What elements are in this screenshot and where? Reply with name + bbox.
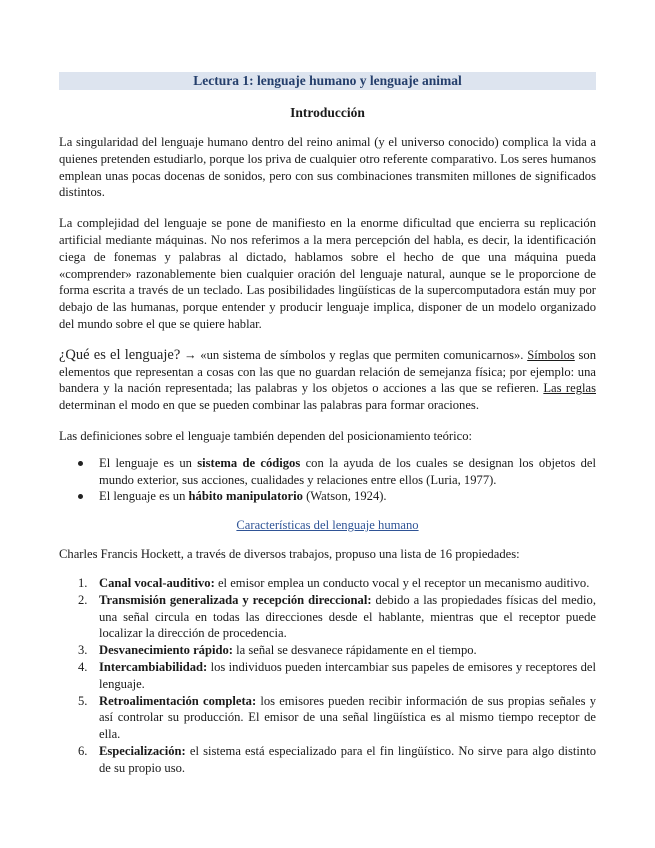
paragraph-singularidad: La singularidad del lenguaje humano dentro del reino animal (y el universo conocido) complica la vida a quienes pretenden estudiarlo, porque los priva de cualquier otro referente comparativo. Los seres humanos emplean unas pocas docenas de sonidos, pero con sus combinaciones transmiten millones de significados distintos.: [59, 135, 596, 200]
list-item: El lenguaje es un sistema de códigos con la ayuda de los cuales se designan los objetos del mundo exterior, sus acciones, cualidades y relaciones entre ellos (Luria, 1977).: [99, 455, 596, 489]
section-heading-caracteristicas[interactable]: Características del lenguaje humano: [236, 518, 419, 533]
definition-text: «un sistema de símbolos y reglas que permiten comunicarnos».: [200, 347, 524, 362]
definitions-list: [59, 455, 596, 505]
bold-term: sistema de códigos: [197, 455, 301, 470]
term-reglas: Las reglas: [543, 381, 597, 396]
paragraph-que-es-lenguaje: [59, 347, 596, 414]
paragraph-definiciones: Las definiciones sobre el lenguaje también dependen del posicionamiento teórico:: [59, 428, 473, 443]
paragraph-hockett: Charles Francis Hockett, a través de diversos trabajos, propuso una lista de 16 propiedades:: [59, 547, 520, 562]
list-item: 4. Intercambiabilidad: los individuos pueden intercambiar sus papeles de emisores y receptores del lenguaje.: [78, 659, 596, 691]
list-item: 2. Transmisión generalizada y recepción direccional: debido a las propiedades físicas del medio, una señal circula en todas las direcciones desde el hablante, mientras que el receptor puede localizar la dirección de procedencia.: [78, 592, 596, 641]
bold-term: hábito manipulatorio: [188, 489, 303, 504]
arrow-glyph: →: [180, 347, 201, 362]
list-item: 6. Especialización: el sistema está especializado para el fin lingüístico. No sirve para algo distinto de su propio uso.: [78, 743, 596, 775]
list-item: 5. Retroalimentación completa: los emisores pueden recibir información de sus propias señales y así controlar su producción. El emisor de una señal lingüística es al mismo tiempo receptor de ella.: [78, 693, 596, 742]
list-item: El lenguaje es un hábito manipulatorio (Watson, 1924).: [99, 488, 596, 505]
list-item: 3. Desvanecimiento rápido: la señal se desvanece rápidamente en el tiempo.: [78, 643, 477, 658]
paragraph-complejidad: La complejidad del lenguaje se pone de manifiesto en la enorme dificultad que encierra su replicación artificial mediante máquinas. No nos referimos a la mera percepción del habla, es decir, la identificación ciega de fonemas y palabras al dictado, hablamos sobre el hecho de que una máquina pueda «comprender» razonablemente bien cualquier oración del lenguaje natural, aunque se le proporcione de forma escrita a través de un teclado. Las posibilidades lingüísticas de la supercomputadora están muy por debajo de las humanas, porque entender y producir lenguaje implica, disponer de un modelo organizado del mundo sobre el que se quiere hablar.: [59, 216, 596, 331]
question-text: ¿Qué es el lenguaje?: [59, 346, 181, 363]
list-item: 1. Canal vocal-auditivo: el emisor emplea un conducto vocal y el receptor un mecanismo auditivo.: [78, 575, 590, 590]
term-simbolos: Símbolos: [527, 347, 575, 362]
document-title: Lectura 1: lenguaje humano y lenguaje animal: [59, 72, 596, 90]
simbolos-explanation: son elementos que representan a cosas con las que no guardan relación de semejanza física; por ejemplo: una bandera y la nación representada; las palabras y los objetos o acciones a las que se refieren.: [59, 347, 596, 396]
bullet-icon: [78, 494, 83, 499]
reglas-explanation: determinan el modo en que se pueden combinar las palabras para formar oraciones.: [59, 398, 479, 413]
bullet-icon: [78, 461, 83, 466]
document-body: [59, 72, 596, 777]
properties-list: [59, 575, 596, 777]
section-title-introduccion: Introducción: [290, 105, 365, 120]
